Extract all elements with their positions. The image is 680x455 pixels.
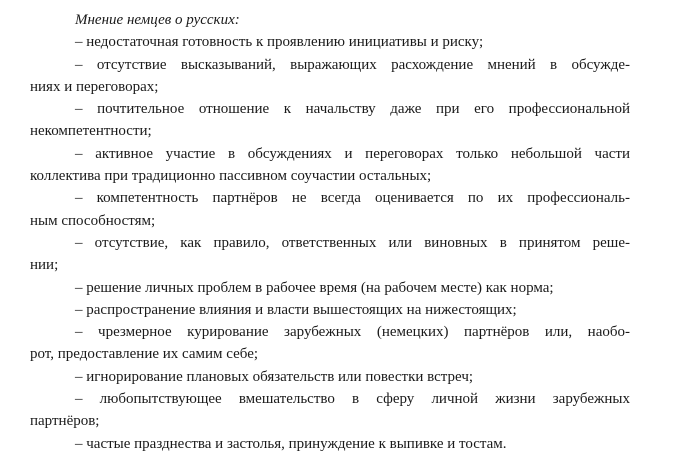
list-item — [30, 187, 630, 232]
list-item — [30, 321, 630, 366]
list-item-line: – отсутствие, как правило, ответственных или виновных в принятом реше- — [75, 234, 630, 251]
list-item-line: – чрезмерное курирование зарубежных (немецких) партнёров или, наобо- — [75, 324, 630, 341]
list-item — [30, 54, 630, 99]
list-item — [30, 143, 630, 188]
list-item-line: – отсутствие высказываний, выражающих расхождение мнений в обсужде- — [75, 56, 630, 73]
list-item-line: рот, предоставление их самим себе; — [30, 346, 259, 363]
list-item-line: – частые празднества и застолья, принуждение к выпивке и тостам. — [75, 435, 507, 452]
list-item-line: – активное участие в обсуждениях и переговорах только небольшой части — [75, 145, 630, 162]
list-item-line: – любопытствующее вмешательство в сферу личной жизни зарубежных — [75, 391, 630, 408]
list-item-line: коллектива при традиционно пассивном соучастии остальных; — [30, 168, 432, 185]
list-item — [30, 366, 630, 388]
section-heading: Мнение немцев о русских: — [75, 12, 240, 28]
list-item-line: – решение личных проблем в рабочее время (на рабочем месте) как норма; — [75, 279, 554, 296]
list-item — [30, 299, 630, 321]
list-item — [30, 31, 630, 53]
list-item-line: партнёров; — [30, 413, 100, 430]
list-item-line: – компетентность партнёров не всегда оценивается по их профессиональ- — [75, 190, 630, 207]
list-item — [30, 98, 630, 143]
list-item-line: – недостаточная готовность к проявлению инициативы и риску; — [75, 34, 484, 51]
list-item-line: – почтительное отношение к начальству даже при его профессиональной — [75, 101, 630, 118]
document-page — [30, 9, 630, 455]
opinion-list — [30, 31, 630, 455]
list-item-line: нии; — [30, 257, 59, 274]
list-item-line: некомпетентности; — [30, 123, 152, 140]
list-item — [30, 388, 630, 433]
list-item — [30, 433, 630, 455]
list-item-line: – распространение влияния и власти вышестоящих на нижестоящих; — [75, 301, 517, 318]
list-item-line: ным способностям; — [30, 212, 156, 229]
list-item-line: – игнорирование плановых обязательств или повестки встреч; — [75, 368, 474, 385]
list-item — [30, 232, 630, 277]
list-item-line: ниях и переговорах; — [30, 78, 159, 95]
list-item — [30, 277, 630, 299]
